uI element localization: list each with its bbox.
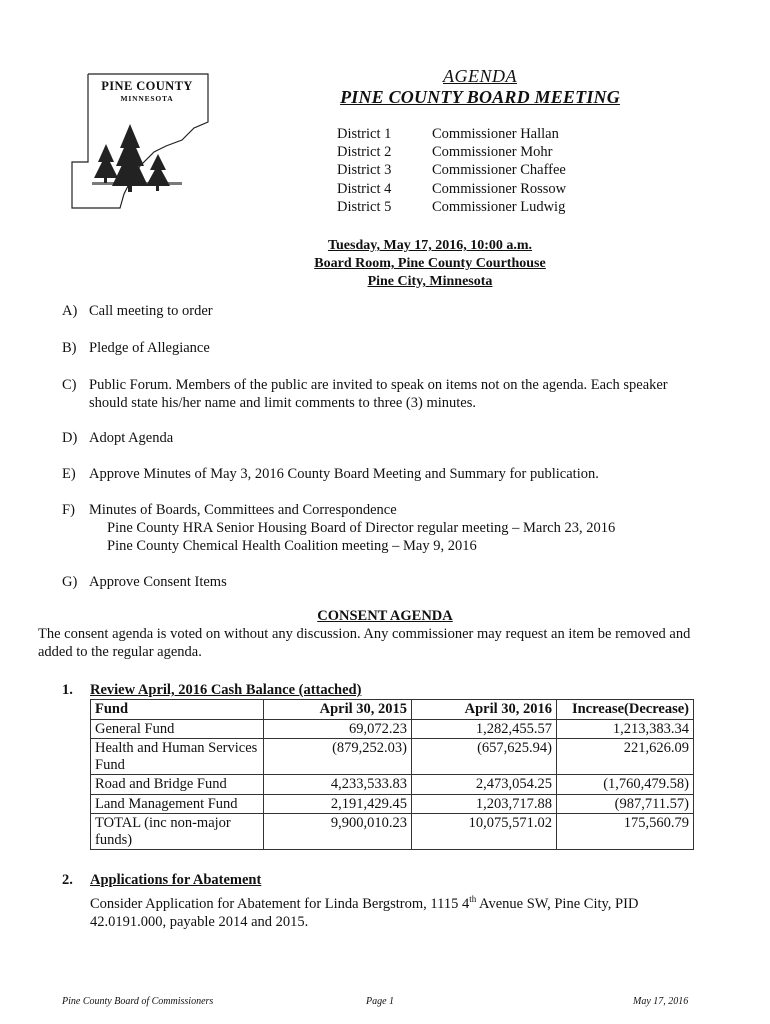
cash-balance-table — [90, 699, 694, 850]
commissioner-name: Commissioner Mohr — [432, 144, 553, 161]
district-row — [337, 125, 566, 143]
commissioner-name: Commissioner Chaffee — [432, 162, 566, 179]
agenda-item-c — [62, 376, 668, 412]
cell-value: (1,760,479.58) — [557, 775, 694, 795]
cash-balance-heading — [62, 682, 361, 699]
item-label: E) — [62, 466, 76, 482]
item-label: B) — [62, 340, 77, 356]
cell-value: 1,203,717.88 — [412, 794, 557, 814]
agenda-item-a — [62, 302, 213, 320]
pine-county-logo — [70, 70, 220, 212]
abatement-text: Avenue SW, Pine City, PID — [476, 895, 639, 912]
agenda-item-f — [62, 501, 615, 555]
district-label: District 4 — [337, 180, 392, 197]
meeting-datetime: Tuesday, May 17, 2016, 10:00 a.m. — [327, 238, 533, 253]
column-header: April 30, 2015 — [264, 700, 412, 720]
item-text: Public Forum. Members of the public are invited to speak on items not on the agenda. Each speaker — [89, 377, 668, 393]
item-text: Approve Minutes of May 3, 2016 County Board Meeting and Summary for publication. — [89, 466, 599, 482]
ordinal-suffix: th — [469, 894, 477, 904]
fund-name: Road and Bridge Fund — [91, 775, 264, 795]
commissioner-name: Commissioner Rossow — [432, 180, 567, 197]
item-text-continued: should state his/her name and limit comments to three (3) minutes. — [89, 395, 476, 411]
column-header: Increase(Decrease) — [557, 700, 694, 720]
fund-name: TOTAL (inc non-major funds) — [91, 814, 264, 850]
cell-value: 1,213,383.34 — [557, 719, 694, 739]
agenda-item-b — [62, 339, 210, 357]
district-row — [337, 198, 566, 216]
cell-value: 9,900,010.23 — [264, 814, 412, 850]
cell-value: 221,626.09 — [557, 739, 694, 775]
consent-description — [38, 625, 738, 661]
item-title: Review April, 2016 Cash Balance (attached) — [90, 682, 362, 698]
meeting-city: Pine City, Minnesota — [367, 274, 493, 289]
agenda-item-d — [62, 429, 173, 447]
cell-value: 2,191,429.45 — [264, 794, 412, 814]
cell-value: 2,473,054.25 — [412, 775, 557, 795]
item-title: Applications for Abatement — [90, 872, 262, 888]
cell-value: (657,625.94) — [412, 739, 557, 775]
meeting-info — [280, 237, 580, 291]
district-row — [337, 161, 566, 179]
table-row — [91, 794, 694, 814]
item-label: D) — [62, 430, 78, 446]
footer-left: Pine County Board of Commissioners — [62, 996, 214, 1007]
item-text: Call meeting to order — [89, 303, 213, 319]
cell-value: 1,282,455.57 — [412, 719, 557, 739]
table-row — [91, 775, 694, 795]
district-label: District 2 — [337, 144, 392, 161]
title-line-2: PINE COUNTY BOARD MEETING — [340, 87, 620, 107]
fund-name: Health and Human Services Fund — [91, 739, 264, 775]
column-header: April 30, 2016 — [412, 700, 557, 720]
consent-heading: CONSENT AGENDA — [317, 608, 453, 624]
agenda-item-e — [62, 465, 599, 483]
cell-value: (879,252.03) — [264, 739, 412, 775]
logo-title: PINE COUNTY — [101, 79, 193, 93]
district-label: District 1 — [337, 126, 392, 142]
item-label: G) — [62, 574, 78, 590]
agenda-item-g — [62, 573, 227, 591]
table-header-row — [91, 700, 694, 720]
table-row — [91, 739, 694, 775]
cell-value: 175,560.79 — [557, 814, 694, 850]
district-label: District 5 — [337, 198, 392, 215]
sub-item: Pine County HRA Senior Housing Board of Director regular meeting – March 23, 2016 — [107, 520, 616, 536]
item-text: Approve Consent Items — [89, 574, 227, 590]
table-row — [91, 814, 694, 850]
footer-date: May 17, 2016 — [633, 996, 689, 1007]
district-row — [337, 180, 566, 198]
consent-line-1: The consent agenda is voted on without any discussion. Any commissioner may request an item be removed and — [38, 626, 691, 642]
sub-item: Pine County Chemical Health Coalition meeting – May 9, 2016 — [107, 538, 477, 554]
item-label: C) — [62, 377, 77, 393]
column-header: Fund — [91, 700, 264, 720]
cell-value: (987,711.57) — [557, 794, 694, 814]
commissioner-name: Commissioner Ludwig — [432, 198, 566, 215]
fund-name: General Fund — [91, 719, 264, 739]
item-number: 1. — [62, 682, 73, 698]
logo-subtitle: MINNESOTA — [120, 94, 174, 103]
cell-value: 10,075,571.02 — [412, 814, 557, 850]
meeting-room: Board Room, Pine County Courthouse — [314, 256, 546, 271]
footer-page-number: Page 1 — [366, 996, 395, 1007]
item-text: Adopt Agenda — [89, 430, 174, 446]
item-number: 2. — [62, 872, 73, 888]
cell-value: 69,072.23 — [264, 719, 412, 739]
district-list — [337, 125, 566, 216]
item-label: F) — [62, 502, 75, 518]
district-label: District 3 — [337, 162, 392, 179]
abatement-description — [90, 890, 730, 931]
fund-name: Land Management Fund — [91, 794, 264, 814]
cell-value: 4,233,533.83 — [264, 775, 412, 795]
abatement-heading — [62, 872, 261, 889]
page-title — [340, 66, 620, 108]
pine-trees-icon — [92, 124, 182, 192]
item-label: A) — [62, 303, 78, 319]
commissioner-name: Commissioner Hallan — [432, 126, 559, 142]
abatement-text-line-2: 42.0191.000, payable 2014 and 2015. — [90, 913, 309, 930]
item-text: Minutes of Boards, Committees and Correspondence — [89, 502, 397, 518]
item-text: Pledge of Allegiance — [89, 340, 210, 356]
table-row — [91, 719, 694, 739]
abatement-text: Consider Application for Abatement for Linda Bergstrom, 1115 4 — [90, 895, 470, 912]
district-row — [337, 143, 566, 161]
consent-line-2: added to the regular agenda. — [38, 644, 202, 660]
title-line-1: AGENDA — [443, 66, 517, 86]
